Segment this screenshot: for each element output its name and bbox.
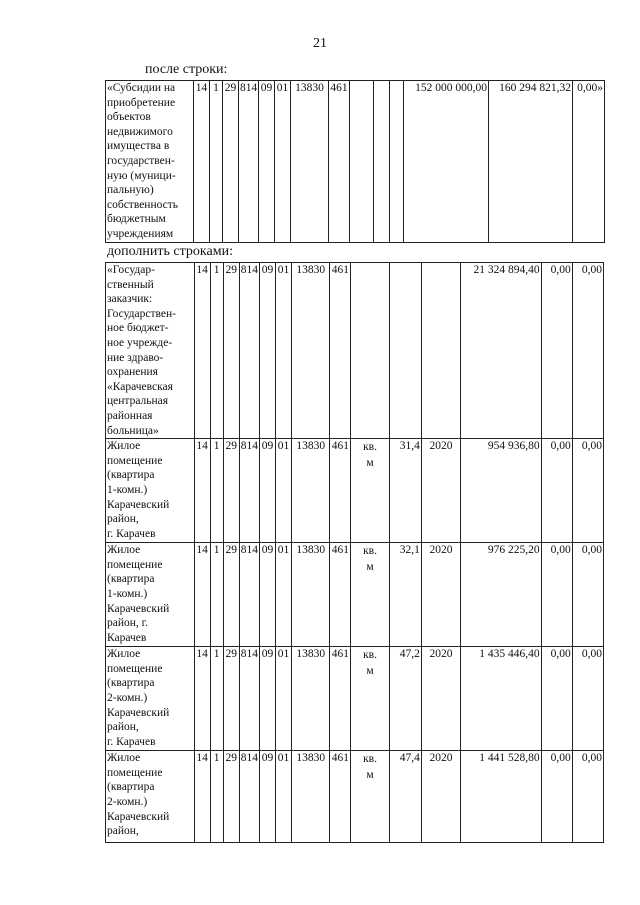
cell-c7: 13830: [291, 81, 329, 243]
cell-v1: 1 435 446,40: [461, 647, 541, 751]
cell-v3: 0,00: [572, 751, 603, 843]
cell-year: 2020: [421, 751, 460, 843]
cell-name: Жилое помещение (квартира 1-комн.) Карачевский район, г. Карачев: [106, 439, 195, 543]
cell-c4: 814: [239, 439, 259, 543]
cell-v2: 0,00: [541, 439, 572, 543]
table-row: [106, 543, 604, 647]
cell-c5: 09: [259, 543, 275, 647]
table-row: [106, 751, 604, 843]
cell-area: [389, 263, 421, 439]
cell-c1: 14: [194, 647, 210, 751]
cell-v3: 0,00: [572, 263, 603, 439]
page-number: 21: [313, 36, 327, 51]
cell-c1: 14: [194, 81, 210, 243]
cell-name: «Субсидии на приобретение объектов недвижимого имущества в государствен- ную (муници- пальную) собственность бюджетным учреждениям: [106, 81, 194, 243]
cell-c3: 29: [223, 81, 239, 243]
cell-v2: 0,00: [541, 751, 572, 843]
cell-area: 47,4: [389, 751, 421, 843]
cell-c8: 461: [329, 81, 350, 243]
cell-c1: 14: [194, 439, 210, 543]
cell-c2: 1: [210, 439, 223, 543]
table-row: [106, 647, 604, 751]
cell-v3: 0,00: [572, 647, 603, 751]
cell-c2: 1: [210, 81, 223, 243]
cell-v2: 0,00: [541, 263, 572, 439]
cell-c5: 09: [259, 81, 275, 243]
cell-c4: 814: [239, 751, 259, 843]
cell-c1: 14: [194, 263, 210, 439]
cell-v2: 0,00: [541, 647, 572, 751]
cell-c2: 1: [210, 647, 223, 751]
cell-name: Жилое помещение (квартира 1-комн.) Карачевский район, г. Карачев: [106, 543, 195, 647]
cell-c4: 814: [239, 81, 259, 243]
cell-v2: 0,00: [541, 543, 572, 647]
cell-year: 2020: [421, 647, 460, 751]
cell-unit: кв. м: [351, 543, 389, 647]
cell-c4: 814: [239, 263, 259, 439]
cell-unit: кв. м: [351, 439, 389, 543]
table-row: [106, 439, 604, 543]
cell-c3: 29: [223, 439, 239, 543]
cell-v2: 160 294 821,32: [489, 81, 573, 243]
cell-c3: 29: [223, 263, 239, 439]
cell-c5: 09: [259, 647, 275, 751]
cell-c5: 09: [259, 751, 275, 843]
cell-c8: 461: [330, 751, 351, 843]
cell-c7: 13830: [292, 647, 330, 751]
cell-c7: 13830: [292, 751, 330, 843]
cell-c5: 09: [259, 263, 275, 439]
cell-year: [421, 263, 460, 439]
cell-c6: 01: [276, 439, 292, 543]
cell-unit: кв. м: [351, 647, 389, 751]
cell-c1: 14: [194, 751, 210, 843]
cell-area: [374, 81, 390, 243]
cell-year: 2020: [421, 543, 460, 647]
cell-c8: 461: [330, 647, 351, 751]
cell-unit: кв. м: [351, 751, 389, 843]
cell-v1: 21 324 894,40: [461, 263, 541, 439]
cell-unit: [350, 81, 374, 243]
cell-c3: 29: [223, 751, 239, 843]
cell-v1: 954 936,80: [461, 439, 541, 543]
table-original-row: [105, 80, 605, 243]
cell-c8: 461: [330, 543, 351, 647]
table-row: [106, 81, 605, 243]
cell-c8: 461: [330, 439, 351, 543]
cell-c6: 01: [276, 647, 292, 751]
cell-c4: 814: [239, 647, 259, 751]
cell-c7: 13830: [292, 543, 330, 647]
cell-v1: 1 441 528,80: [461, 751, 541, 843]
cell-year: [390, 81, 404, 243]
cell-c6: 01: [276, 263, 292, 439]
cell-c1: 14: [194, 543, 210, 647]
cell-name: «Государ- ственный заказчик: Государствен- ное бюджет- ное учрежде- ние здраво- охранения «Карачевская центральная районная больница»: [106, 263, 195, 439]
cell-c6: 01: [275, 81, 291, 243]
caption-add-rows: дополнить строками:: [107, 244, 233, 259]
cell-name: Жилое помещение (квартира 2-комн.) Карачевский район, г. Карачев: [106, 647, 195, 751]
cell-unit: [351, 263, 389, 439]
cell-c3: 29: [223, 543, 239, 647]
cell-area: 31,4: [389, 439, 421, 543]
cell-c5: 09: [259, 439, 275, 543]
cell-c7: 13830: [292, 263, 330, 439]
cell-c3: 29: [223, 647, 239, 751]
table-row: [106, 263, 604, 439]
table-added-rows: [105, 262, 604, 843]
cell-area: 32,1: [389, 543, 421, 647]
cell-name: Жилое помещение (квартира 2-комн.) Карачевский район,: [106, 751, 195, 843]
caption-after-row: после строки:: [145, 62, 228, 77]
cell-v3: 0,00»: [573, 81, 605, 243]
cell-c2: 1: [210, 263, 223, 439]
cell-v3: 0,00: [572, 439, 603, 543]
cell-c2: 1: [210, 543, 223, 647]
cell-c4: 814: [239, 543, 259, 647]
cell-area: 47,2: [389, 647, 421, 751]
cell-c6: 01: [276, 751, 292, 843]
cell-v3: 0,00: [572, 543, 603, 647]
cell-c2: 1: [210, 751, 223, 843]
cell-v1: 152 000 000,00: [404, 81, 489, 243]
cell-c7: 13830: [292, 439, 330, 543]
cell-year: 2020: [421, 439, 460, 543]
cell-v1: 976 225,20: [461, 543, 541, 647]
cell-c6: 01: [276, 543, 292, 647]
cell-c8: 461: [330, 263, 351, 439]
